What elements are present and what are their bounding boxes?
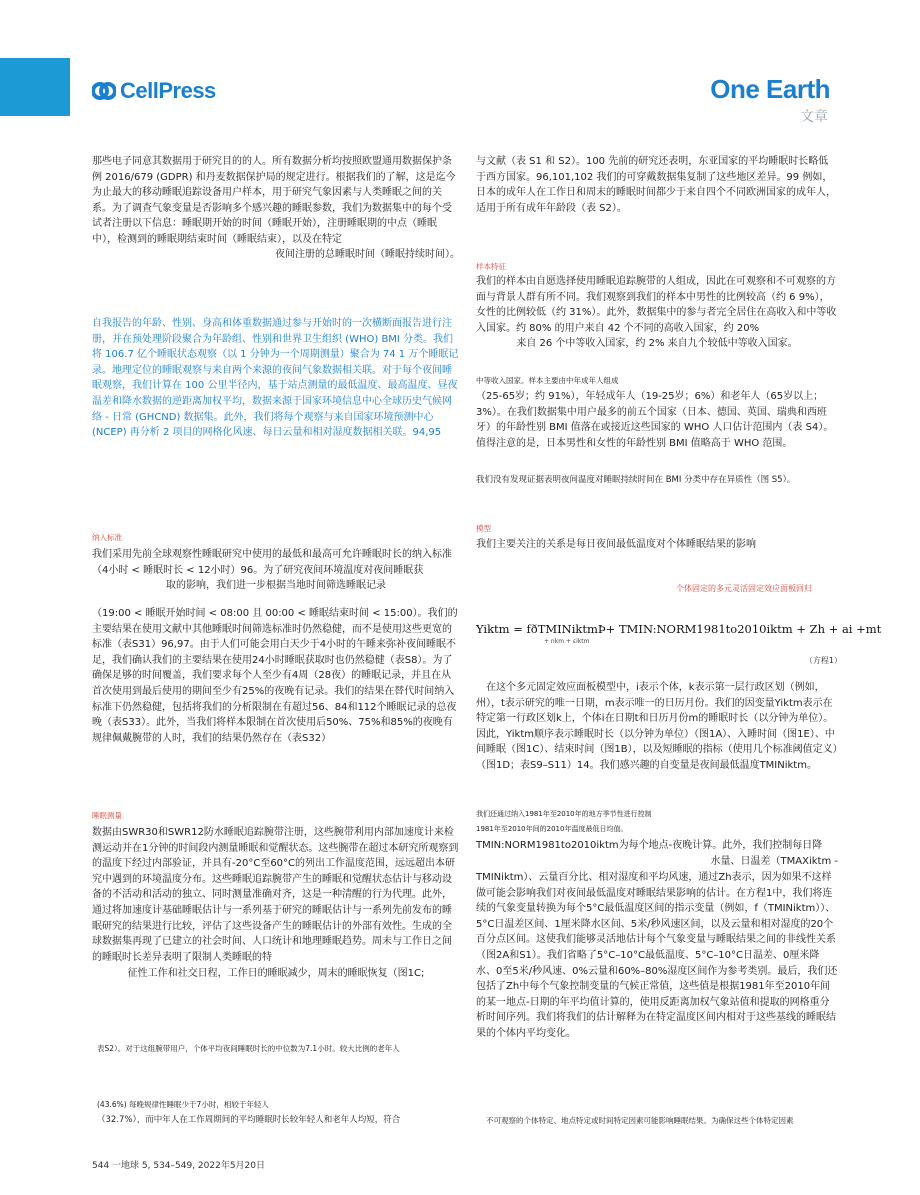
right-paragraph-4: 我们主要关注的关系是每日夜间最低温度对个体睡眠结果的影响 — [476, 539, 756, 550]
right-paragraph-1: 与文献（表 S1 和 S2）。100 先前的研究还表明，东亚国家的平均睡眠时长略低于西方国家。96,101,102 我们的可穿戴数据集复制了这些地区差异。99 例如，日本的成年人在工作日和周末的睡眠时间都少于来自四个不同欧洲国家的成年人，适用于所有成年年龄段（表 S2）。 — [476, 156, 836, 214]
publisher-logo — [92, 78, 216, 104]
left-paragraph-3-tail: 取的影响，我们进一步根据当地时间筛选睡眠记录 — [166, 580, 386, 591]
left-paragraph-1: 那些电子同意其数据用于研究目的的人。所有数据分析均按照欧盟通用数据保护条例 2016/679 (GDPR) 和丹麦数据保护局的规定进行。根据我们的了解，这是迄今为止最大的移动睡眠追踪设备用户样本，用于研究气象因素与人类睡眠之间的关系。为了调查气象变量是否影响多个感兴趣的睡眠参数，我们为数据集中的每个受试者注册以下信息：睡眠期开始的时间（睡眠开始），注册睡眠期的中点（睡眠中），检测到的睡眠期结束时间（睡眠结束），以及在特定 — [92, 156, 456, 245]
right-paragraph-2: 我们的样本由自愿选择使用睡眠追踪腕带的人组成，因此在可观察和不可观察的方面与背景人群有所不同。我们观察到我们的样本中男性的比例较高（约 6 9%），女性的比例较低（约 31%）。此外，数据集中的参与者完全居住在高收入和中等收入国家。约 80% 的用户来自 42 个不同的高收入国家，约 20% — [476, 276, 837, 334]
right-note-1: 中等收入国家。样本主要由中年成年人组成 — [476, 376, 619, 385]
page-footer-citation: 544 一地球 5, 534–549, 2022年5月20日 — [92, 1161, 266, 1171]
left-paragraph-5: 数据由SWR30和SWR12防水睡眠追踪腕带注册，这些腕带利用内部加速度计来检测运动并在1分钟的时间段内测量睡眠和觉醒状态。这些腕带在超过本研究所观察到的温度下经过内部验证，并具有-20°C至60°C的列出工作温度范围，远远超出本研究中遇到的环境温度分布。这些睡眠追踪腕带产生的睡眠和觉醒状态估计与移动设备的不活动和活动的独立、同时测量准确对齐，这是一种清醒的行为代理。此外，通过将加速度计基础睡眠估计与一系列基于研究的睡眠估计与一系列先前发布的睡眠研究的结果进行比较，评估了这些设备产生的睡眠估计的外部有效性。生成的全球数据集再现了已建立的社会时间、人口统计和地理睡眠趋势。周末与工作日之间的睡眠时长差异表明了限制人类睡眠的特 — [92, 827, 459, 963]
left-note-3: （32.7%），而中年人在工作周期间的平均睡眠时长较年轻人和老年人均短，符合 — [97, 1115, 401, 1125]
right-note-5: 不可观察的个体特定、地点特定或时间特定因素可能影响睡眠结果。为确保这些个体特定因素 — [486, 1116, 794, 1125]
left-paragraph-1-tail: 夜间注册的总睡眠时间（睡眠持续时间）。 — [275, 249, 460, 260]
publisher-name: CellPress — [120, 78, 216, 103]
left-paragraph-2: 自我报告的年龄、性别、身高和体重数据通过参与开始时的一次横断面报告进行注册，并在预处理阶段聚合为年龄组、性别和世界卫生组织 (WHO) BMI 分类。我们将 106.7 亿个睡眠状态观察（以 1 分钟为一个周期测量）聚合为 74 1 万个睡眠记录。地理定位的睡眠观察与来自两个来源的夜间气象数据相关联。对于每个夜间睡眠观察，我们计算在 100 公里半径内，基于站点测量的最低温度、最高温度、昼夜温差和降水数据的逆距离加权平均，数据来源于国家环境信息中心全球历史气候网络 - 日常 (GHCND) 数据集。此外，我们将每个观察与来自国家环境预测中心 (NCEP) 再分析 2 项目的网格化风速、每日云量和相对湿度数据相关联。94,95 — [92, 318, 459, 439]
equation-1-subscript: + nkm + εiktm — [544, 638, 590, 645]
right-paragraph-2-tail: 来自 26 个中等收入国家，约 2% 来自九个较低中等收入国家。 — [516, 338, 798, 349]
left-note-2: (43.6%) 每晚规律性睡眠少于7小时，相较于年轻人 — [97, 1100, 269, 1109]
section-heading-model: 模型 — [476, 524, 491, 533]
article-type: 文章 — [800, 109, 828, 125]
equation-number: （方程1） — [804, 656, 842, 665]
right-note-2: 我们没有发现证据表明夜间温度对睡眠持续时间在 BMI 分类中存在异质性（图 S5）。 — [476, 475, 796, 485]
equation-1: Yiktm = fðTMINiktmÞ+ TMIN:NORM1981to2010iktm + Zh + ai +mt — [476, 622, 882, 636]
right-paragraph-6-right: 水量、日温差（TMAXiktm - — [710, 856, 838, 867]
equation-title: 个体固定的多元灵活固定效应面板回归 — [676, 584, 812, 593]
section-heading-measurement: 睡眠测量 — [92, 811, 122, 820]
left-paragraph-5-tail: 征性工作和社交日程，工作日的睡眠减少，周末的睡眠恢复（图1C; — [127, 968, 425, 979]
right-note-3: 我们还通过纳入1981年至2010年的地方季节性进行控制 — [476, 810, 652, 818]
section-heading-sample: 样本特征 — [476, 262, 506, 271]
right-note-4: 1981年至2010年间的2010年温度最低日均值。 — [476, 825, 628, 833]
right-paragraph-5: 在这个多元固定效应面板模型中，i表示个体，k表示第一层行政区划（例如，州），t表示研究的唯一日期，m表示唯一的日历月份。我们的因变量Yiktm表示在特定第一行政区划k上，个体i在日期t和日历月份m的睡眠时长（以分钟为单位）。因此，Yiktm顺序表示睡眠时长（以分钟为单位）（图1A）、入睡时间（图1E）、中间睡眠（图1C）、结束时间（图1B），以及短睡眠的指标（使用几个标准阈值定义）（图1D；表S9–S11）14。我们感兴趣的自变量是夜间最低温度TMINiktm。 — [476, 682, 838, 771]
left-paragraph-3: 我们采用先前全球观察性睡眠研究中使用的最低和最高可允许睡眠时长的纳入标准（4小时 < 睡眠时长 < 12小时）96。为了研究夜间环境温度对夜间睡眠获 — [92, 549, 452, 576]
section-heading-inclusion: 纳入标准 — [92, 533, 122, 542]
right-paragraph-6: TMIN:NORM1981to2010iktm为每个地点-夜晚计算。此外，我们控制每日降 — [476, 840, 823, 851]
section-tab — [0, 58, 70, 116]
cellpress-logo-icon — [92, 79, 116, 103]
right-paragraph-7: TMINiktm）、云量百分比、相对湿度和平均风速，通过Zh表示，因为如果不这样做可能会影响我们对夜间最低温度对睡眠结果影响的估计。在方程1中，我们将连续的气象变量转换为每个5°C最低温度区间的指示变量（例如，f（TMINiktm））、5°C日温差区间、1厘米降水区间、5米/秒风速区间，以及云量和相对湿度的20个百分点区间。这使我们能够灵活地估计每个气象变量与睡眠结果之间的非线性关系（图2A和S1）。我们省略了5°C–10°C最低温度、5°C–10°C日温差、0厘米降水、0至5米/秒风速、0%云量和60%–80%湿度区间作为参考类别。最后，我们还包括了Zh中每个气象控制变量的气候正常值，这些值是根据1981年至2010年间的某一地点-日期的年平均值计算的，使用反距离加权气象站值和提取的网格重分析时间序列。我们将我们的估计解释为在特定温度区间内相对于这些基线的睡眠结果的个体内平均变化。 — [476, 872, 838, 1039]
journal-title: One Earth — [710, 74, 830, 104]
right-paragraph-3: （25-65岁；约 91%），年轻成年人（19-25岁；6%）和老年人（65岁以上；3%）。在我们数据集中用户最多的前五个国家（日本、德国、英国、瑞典和西班牙）的年龄性别 BMI 值落在或接近这些国家的 WHO 人口估计范围内（表 S4）。值得注意的是，日本男性和女性的年龄性别 BMI 值略高于 WHO 范围。 — [476, 391, 834, 449]
left-paragraph-4: （19:00 < 睡眠开始时间 < 08:00 且 00:00 < 睡眠结束时间 < 15:00）。我们的主要结果在使用文献中其他睡眠时间筛选标准时仍然稳健，而不是使用这些更宽的标准（表S31）96,97。由于人们可能会用白天少于4小时的午睡来弥补夜间睡眠不足，我们确认我们的主要结果在使用24小时睡眠获取时也仍然稳健（表S8）。为了确保足够的时间覆盖，我们要求每个人至少有4周（28夜）的睡眠记录，并且在从首次使用到最后使用的期间至少有25%的夜晚有记录。我们的结果在替代时间纳入标准下仍然稳健，包括将我们的分析限制在有超过56、84和112个睡眠记录的总夜晚（表S33）。此外，当我们将样本限制在首次使用后50%、75%和85%的夜晚有规律佩戴腕带的人时，我们的结果仍然存在（表S32） — [92, 608, 458, 744]
left-note-1: 表S2）。对于这组腕带用户，个体平均夜间睡眠时长的中位数为7.1小时。较大比例的老年人 — [97, 1044, 400, 1053]
